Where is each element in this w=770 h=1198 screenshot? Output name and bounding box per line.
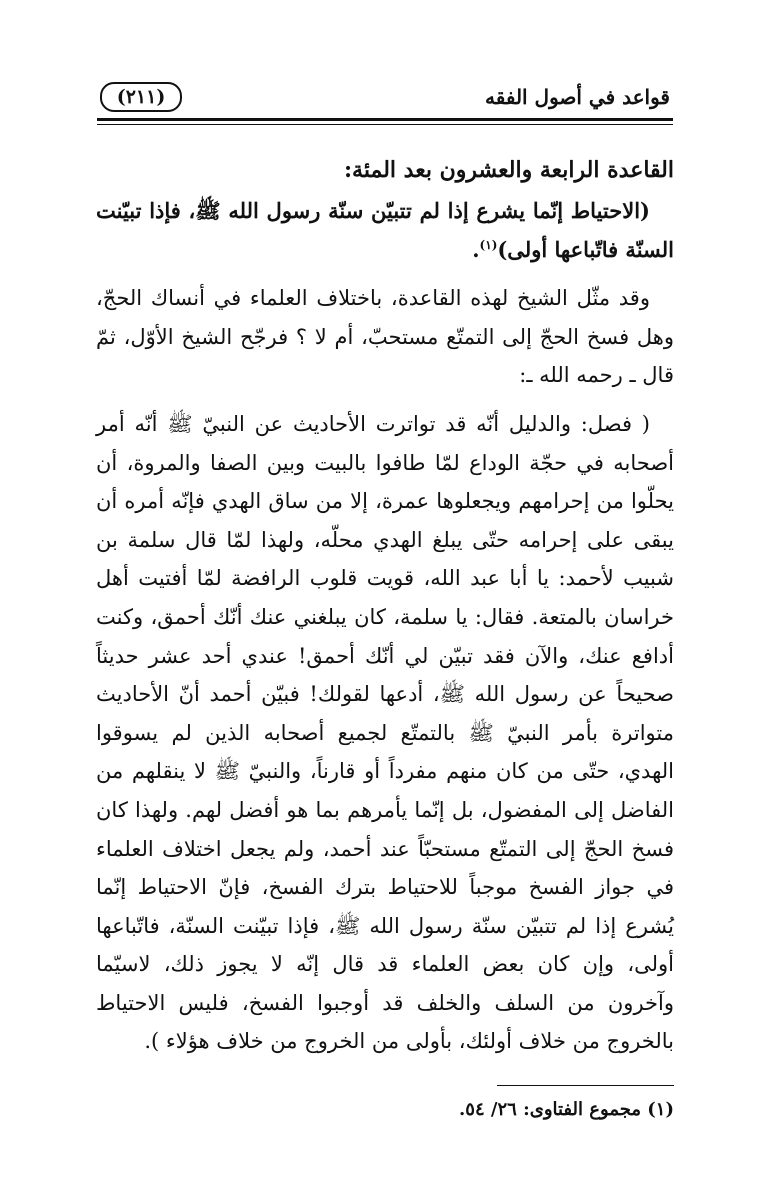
header-rule-thick [97, 118, 673, 121]
paragraph-intro: وقد مثّل الشيخ لهذه القاعدة، باختلاف العلماء في أنساك الحجّ، وهل فسخ الحجّ إلى التمتّع مستحبّ، أم لا ؟ فرجّح الشيخ الأوّل، ثمّ قال ـ رحمه الله ـ: [96, 286, 674, 388]
page-body [96, 150, 674, 1061]
paragraph-quote: ( فصل: والدليل أنّه قد تواترت الأحاديث عن النبيّ ﷺ أنّه أمر أصحابه في حجّة الوداع لمّا طافوا بالبيت وبين الصفا والمروة، أن يحلّوا من إحرامهم ويجعلوها عمرة، إلا من ساق الهدي فإنّه أمره أن يبقى على إحرامه حتّى يبلغ الهدي محلّه، ولهذا لمّا قال سلمة بن شبيب لأحمد: يا أبا عبد الله، قويت قلوب الرافضة لمّا أفتيت أهل خراسان بالمتعة. فقال: يا سلمة، كان يبلغني عنك أنّك أحمق، وكنت أدافع عنك، والآن فقد تبيّن لي أنّك أحمق! عندي أحد عشر حديثاً صحيحاً عن رسول الله ﷺ، أدعها لقولك! فبيّن أحمد أنّ الأحاديث متواترة بأمر النبيّ ﷺ بالتمتّع لجميع أصحابه الذين لم يسوقوا الهدي، حتّى من كان منهم مفرداً أو قارناً، والنبيّ ﷺ لا ينقلهم من الفاضل إلى المفضول، بل إنّما يأمرهم بما هو أفضل لهم. ولهذا كان فسخ الحجّ إلى التمتّع مستحبّاً عند أحمد، ولم يجعل اختلاف العلماء في جواز الفسخ موجباً للاحتياط بترك الفسخ، فإنّ الاحتياط إنّما يُشرع إذا لم تتبيّن سنّة رسول الله ﷺ، فإذا تبيّنت السنّة، فاتّباعها أولى، وإن كان بعض العلماء قد قال إنّه لا يجوز ذلك، لاسيّما وآخرون من السلف والخلف قد أوجبوا الفسخ، فليس الاحتياط بالخروج من خلاف أولئك، بأولى من الخروج من خلاف هؤلاء ). [96, 411, 674, 1054]
rule-statement-text: (الاحتياط إنّما يشرع إذا لم تتبيّن سنّة رسول الله ﷺ، فإذا تبيّنت السنّة فاتّباعها أولى) [96, 198, 674, 262]
page-header [100, 82, 670, 116]
rule-statement-end: . [472, 236, 480, 262]
footnote-ref: (١) [479, 237, 498, 252]
header-rule-thin [97, 124, 673, 125]
rule-heading: القاعدة الرابعة والعشرون بعد المئة: [343, 157, 674, 183]
page-number: (٢١١) [100, 82, 182, 112]
running-title: قواعد في أصول الفقه [484, 85, 670, 109]
footnote: (١) مجموع الفتاوى: ٢٦/ ٥٤. [459, 1099, 674, 1120]
rule-statement [96, 192, 674, 269]
footnote-rule [497, 1085, 674, 1086]
